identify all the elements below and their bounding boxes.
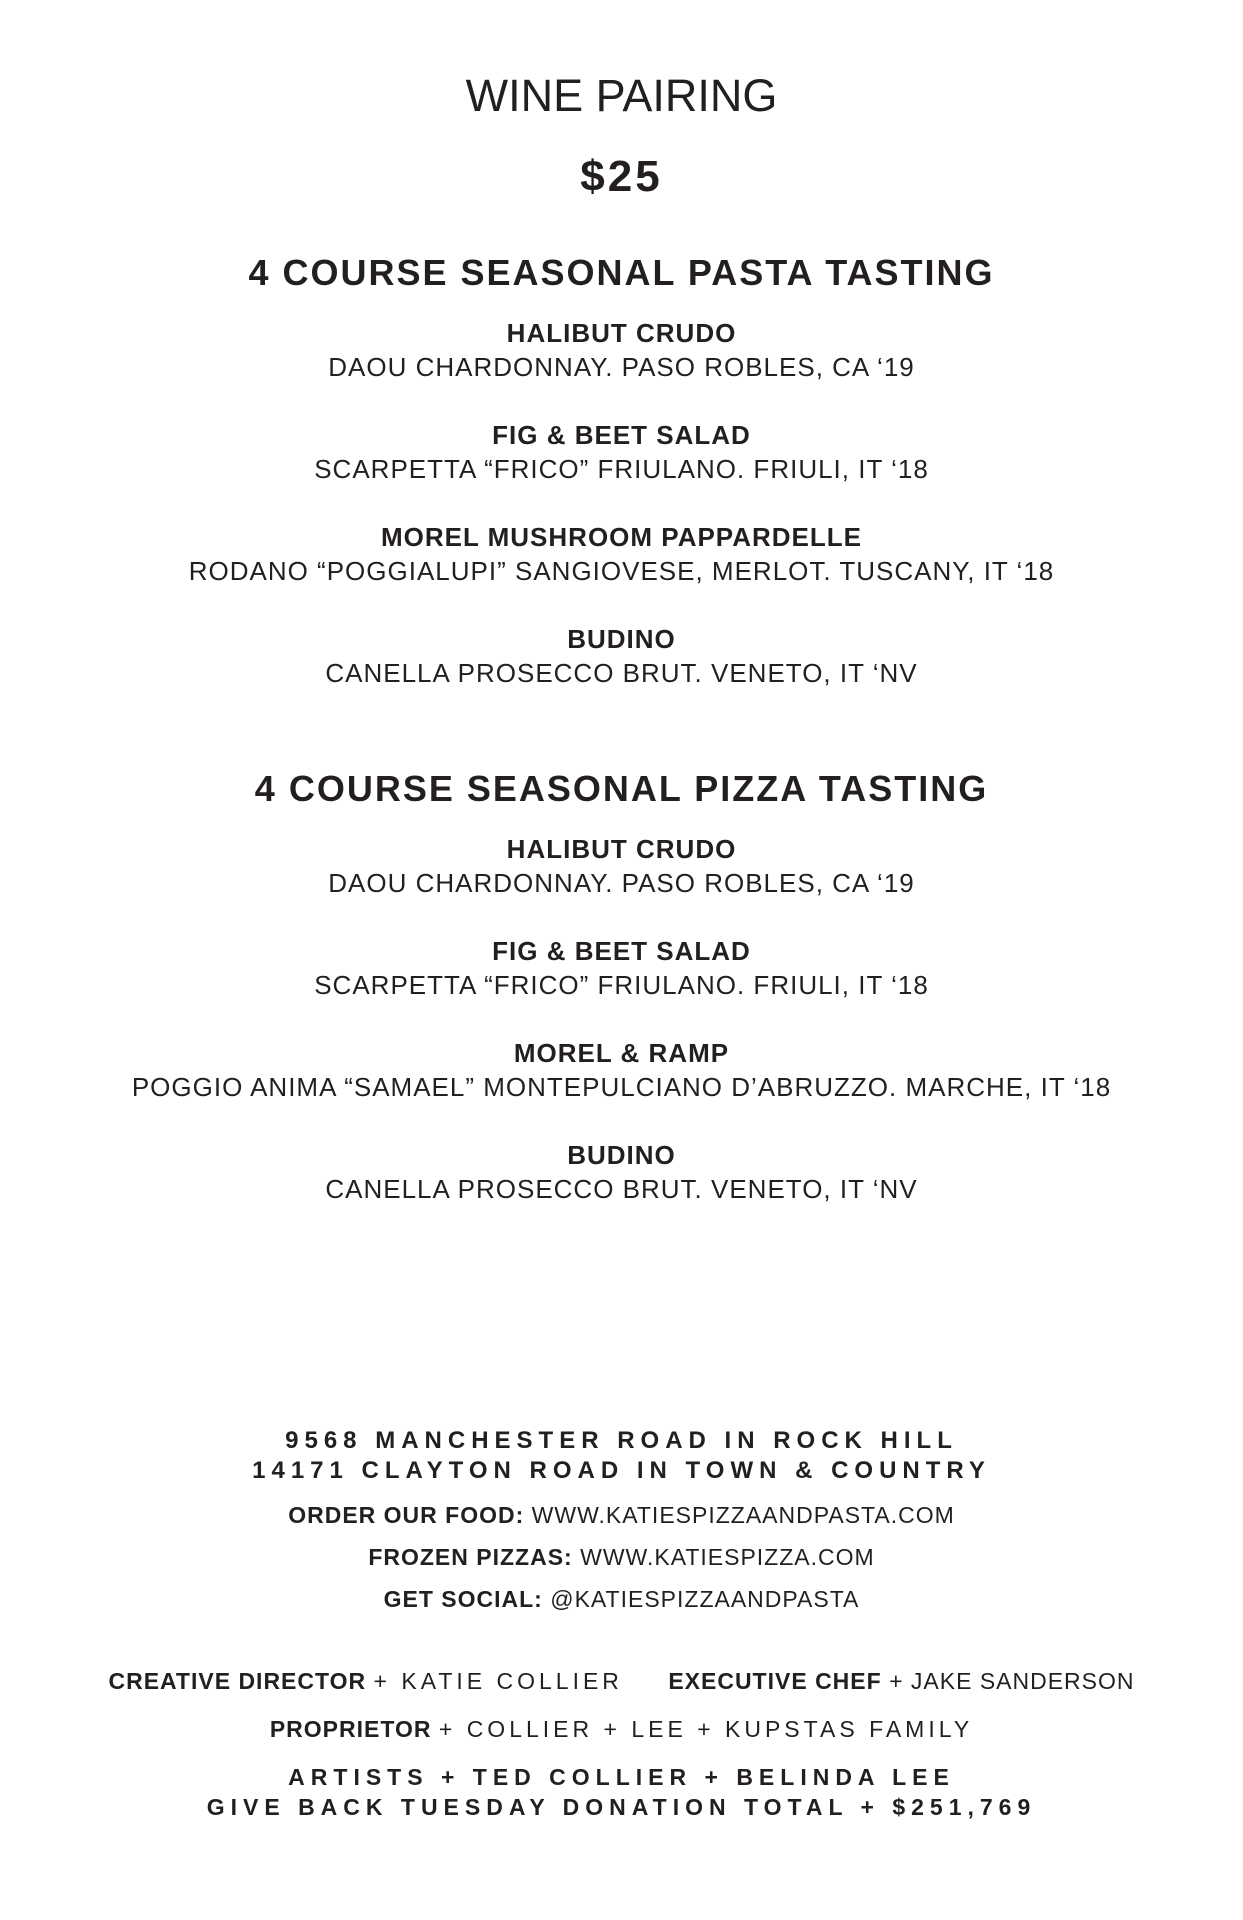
credit-value: + KATIE COLLIER	[373, 1668, 623, 1694]
creative-director-credit	[108, 1666, 622, 1696]
frozen-link[interactable]: WWW.KATIESPIZZA.COM	[580, 1544, 875, 1570]
order-line	[0, 1500, 1243, 1530]
course-name: MOREL MUSHROOM PAPPARDELLE	[380, 522, 862, 552]
course-item	[0, 316, 1243, 384]
social-label: GET SOCIAL:	[383, 1586, 543, 1612]
course-wine: CANELLA PROSECCO BRUT. VENETO, IT ‘NV	[325, 1174, 918, 1204]
order-label: ORDER OUR FOOD:	[288, 1502, 525, 1528]
proprietor-credit	[270, 1714, 973, 1744]
course-name: MOREL & RAMP	[513, 1038, 730, 1068]
pasta-tasting-section	[0, 252, 1243, 724]
closing-block	[0, 1762, 1243, 1822]
credit-label: PROPRIETOR	[269, 1716, 432, 1742]
section-heading: 4 COURSE SEASONAL PASTA TASTING	[248, 252, 995, 293]
credit-value: + COLLIER + LEE + KUPSTAS FAMILY	[438, 1716, 974, 1742]
course-item	[0, 832, 1243, 900]
course-name: BUDINO	[567, 1140, 676, 1170]
course-item	[0, 1138, 1243, 1206]
course-wine: DAOU CHARDONNAY. PASO ROBLES, CA ‘19	[328, 352, 915, 382]
social-line	[0, 1584, 1243, 1614]
course-wine: SCARPETTA “FRICO” FRIULANO. FRIULI, IT ‘18	[314, 454, 929, 484]
address-line: 9568 MANCHESTER ROAD IN ROCK HILL	[285, 1427, 958, 1454]
course-name: BUDINO	[567, 624, 676, 654]
price: $25	[580, 152, 663, 201]
course-item	[0, 418, 1243, 486]
credit-value: + JAKE SANDERSON	[889, 1668, 1135, 1694]
course-item	[0, 622, 1243, 690]
page-title: WINE PAIRING	[465, 70, 778, 121]
address-line: 14171 CLAYTON ROAD IN TOWN & COUNTRY	[252, 1457, 991, 1484]
credit-label: CREATIVE DIRECTOR	[108, 1668, 367, 1694]
course-wine: RODANO “POGGIALUPI” SANGIOVESE, MERLOT. TUSCANY, IT ‘18	[188, 556, 1055, 586]
course-name: FIG & BEET SALAD	[492, 420, 751, 450]
course-name: HALIBUT CRUDO	[506, 318, 737, 348]
proprietor-row	[0, 1714, 1243, 1744]
social-handle[interactable]: @KATIESPIZZAANDPASTA	[550, 1586, 860, 1612]
course-name: HALIBUT CRUDO	[506, 834, 737, 864]
executive-chef-credit	[668, 1666, 1134, 1696]
credit-label: EXECUTIVE CHEF	[668, 1668, 882, 1694]
course-name: FIG & BEET SALAD	[492, 936, 751, 966]
course-wine: SCARPETTA “FRICO” FRIULANO. FRIULI, IT ‘18	[314, 970, 929, 1000]
frozen-label: FROZEN PIZZAS:	[368, 1544, 573, 1570]
course-item	[0, 1036, 1243, 1104]
course-item	[0, 934, 1243, 1002]
donation-line: GIVE BACK TUESDAY DONATION TOTAL + $251,769	[206, 1794, 1037, 1820]
frozen-line	[0, 1542, 1243, 1572]
order-link[interactable]: WWW.KATIESPIZZAANDPASTA.COM	[531, 1502, 955, 1528]
course-item	[0, 520, 1243, 588]
credits-row	[0, 1666, 1243, 1696]
address-block	[0, 1426, 1243, 1486]
course-wine: DAOU CHARDONNAY. PASO ROBLES, CA ‘19	[328, 868, 915, 898]
artists-line: ARTISTS + TED COLLIER + BELINDA LEE	[288, 1764, 955, 1790]
pizza-tasting-section	[0, 768, 1243, 1240]
section-heading: 4 COURSE SEASONAL PIZZA TASTING	[254, 768, 989, 809]
course-wine: POGGIO ANIMA “SAMAEL” MONTEPULCIANO D’ABRUZZO. MARCHE, IT ‘18	[131, 1072, 1112, 1102]
course-wine: CANELLA PROSECCO BRUT. VENETO, IT ‘NV	[325, 658, 918, 688]
